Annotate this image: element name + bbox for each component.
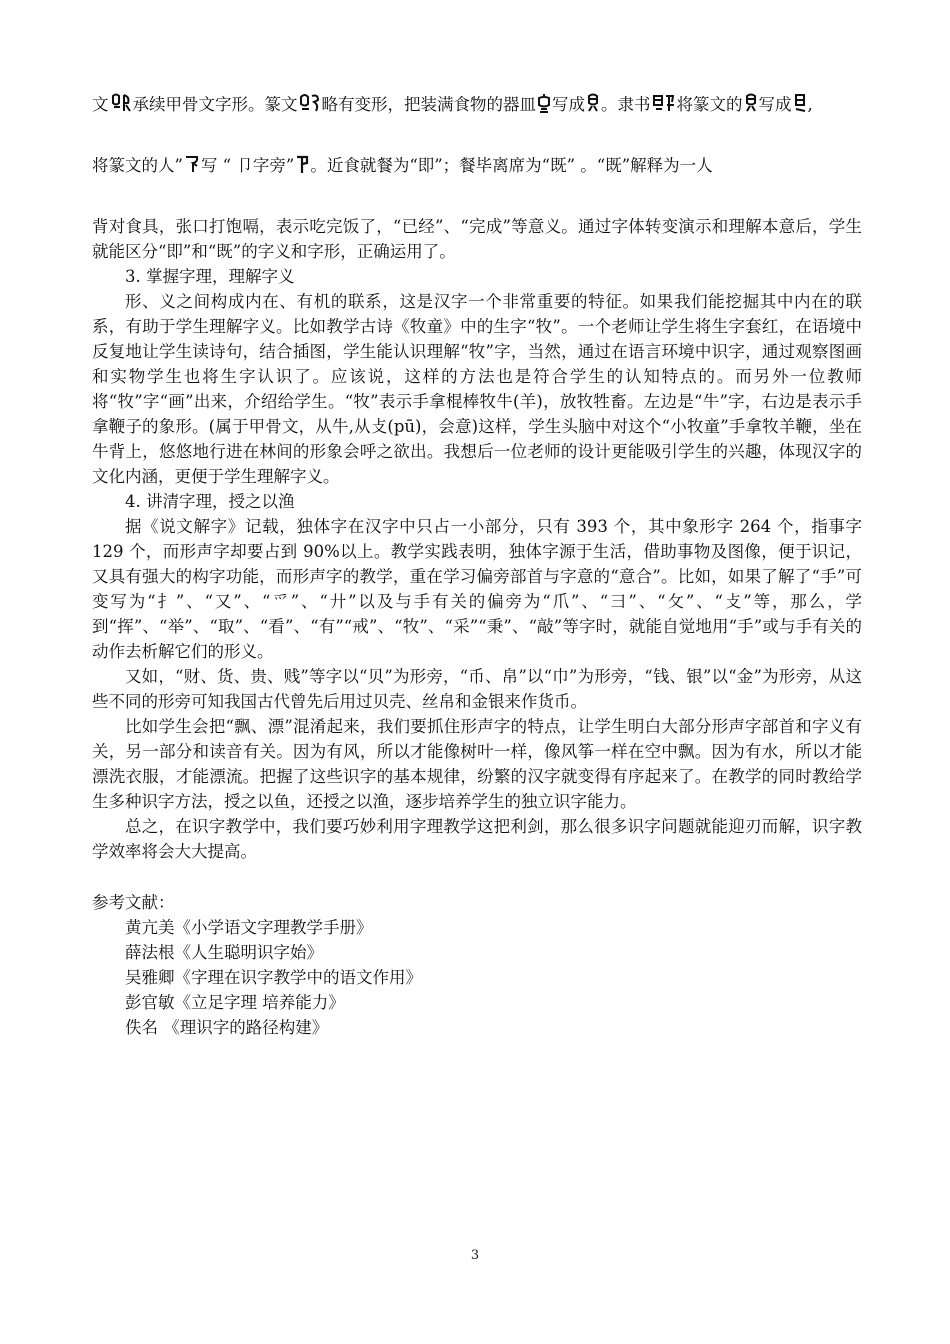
reference-item: 薛法根《人生聪明识字始》 — [125, 943, 323, 962]
jie-radical-glyph-icon — [295, 154, 309, 174]
intro-paragraph: 背对食具，张口打饱嗝，表示吃完饭了，“已经”、“完成”等意义。通过字体转变演示和理解本意后，学生就能区分“即”和“既”的字义和字形，正确运用了。 — [92, 217, 862, 261]
text-run: 写成 — [552, 95, 585, 114]
section-4-paragraph-2: 又如，“财、货、贵、贱”等字以“贝”为形旁，“币、帛”以“巾”为形旁，“钱、银”以“金”为形旁，从这些不同的形旁可知我国古代曾先后用过贝壳、丝帛和金银来作货币。 — [92, 667, 862, 711]
section-4-heading: 4. 讲清字理，授之以渔 — [125, 492, 295, 511]
food-vessel-glyph-icon — [537, 93, 551, 113]
intro-line-1 — [92, 92, 862, 117]
references-title: 参考文献： — [92, 893, 175, 912]
text-run: 文 — [92, 95, 109, 114]
page-number: 3 — [470, 1248, 480, 1263]
text-run: 。近食就餐为“即”；餐毕离席为“既” 。“既”解释为一人 — [310, 156, 713, 175]
oracle-bone-ji-glyph-icon — [110, 93, 132, 113]
section-3-heading: 3. 掌握字理，理解字义 — [125, 267, 295, 286]
document-page — [92, 92, 862, 1040]
section-4-paragraph-1: 据《说文解字》记载，独体字在汉字中只占一小部分，只有 393 个，其中象形字 264 个，指事字 129 个，而形声字却要占到 90%以上。教学实践表明，独体字源于生活，借助事物及图像，便于识记，又具有强大的构字功能，而形声字的教学，重在学习偏旁部首与字意的“意合”。比如，如果了解了“手”可变写为“扌”、“又”、“爫”、“廾”以及与手有关的偏旁为“爪”、“彐”、“攵”、“攴”等，那么，学到“挥”、“举”、“取”、“看”、“有”“戒”、“牧”、“采”“秉”、“敲”等字时，就能自觉地用“手”或与手有关的动作去析解它们的形义。 — [92, 517, 862, 661]
text-run: 将篆文的人” — [92, 156, 183, 175]
text-run: 略有变形，把装满食物的器皿 — [321, 95, 536, 114]
reference-item: 黄亢美《小学语文字理教学手册》 — [125, 918, 373, 937]
seal-vessel-glyph-icon — [586, 93, 600, 113]
clerical-script-ji-glyph-icon — [652, 93, 676, 113]
section-4-paragraph-3: 比如学生会把“飘、漂”混淆起来，我们要抓住形声字的特点，让学生明白大部分形声字部首和字义有关，另一部分和读音有关。因为有风，所以才能像树叶一样，像风筝一样在空中飘。因为有水，所以才能漂洗衣服，才能漂流。把握了这些识字的基本规律，纷繁的汉字就变得有序起来了。在教学的同时教给学生多种识字方法，授之以鱼，还授之以渔，逐步培养学生的独立识字能力。 — [92, 717, 862, 811]
reference-item: 佚名 《理识字的路径构建》 — [125, 1018, 329, 1037]
clerical-vessel-glyph-icon — [793, 93, 807, 113]
text-run: , — [807, 95, 813, 114]
text-run: 承续甲骨文字形。篆文 — [132, 95, 298, 114]
text-run: 写 “ 卩字旁” — [200, 156, 295, 175]
text-run: 将篆文的 — [676, 95, 743, 114]
section-3-paragraph: 形、义之间构成内在、有机的联系，这是汉字一个非常重要的特征。如果我们能挖掘其中内在的联系，有助于学生理解字义。比如教学古诗《牧童》中的生字“牧”。一个老师让学生将生字套红，在语境中反复地让学生读诗句，结合插图，学生能认识理解“牧”字，当然，通过在语言环境中识字，通过观察图画和实物学生也将生字认识了。应该说，这样的方法也是符合学生的认知特点的。而另外一位教师将“牧”字“画”出来，介绍给学生。“牧”表示手拿棍棒牧牛(羊)，放牧牲畜。左边是“牛”字，右边是表示手拿鞭子的象形。(属于甲骨文，从牛,从攴(pū)，会意)这样，学生头脑中对这个“小牧童”手拿牧羊鞭，坐在牛背上，悠悠地行进在林间的形象会呼之欲出。我想后一位老师的设计更能吸引学生的兴趣，体现汉字的文化内涵，更便于学生理解字义。 — [92, 292, 862, 486]
intro-line-2 — [92, 153, 862, 178]
seal-script-ji-glyph-icon — [299, 93, 321, 113]
seal-person-glyph-icon — [184, 154, 200, 174]
text-run: 。隶书 — [601, 95, 651, 114]
reference-item: 彭官敏《立足字理 培养能力》 — [125, 993, 345, 1012]
references-list — [92, 915, 862, 1040]
text-run: 写成 — [758, 95, 792, 114]
section-4-paragraph-4: 总之，在识字教学中，我们要巧妙利用字理教学这把利剑，那么很多识字问题就能迎刃而解，识字教学效率将会大大提高。 — [92, 817, 862, 861]
reference-item: 吴雅卿《字理在识字教学中的语文作用》 — [125, 968, 422, 987]
seal-vessel-glyph-icon — [744, 93, 758, 113]
